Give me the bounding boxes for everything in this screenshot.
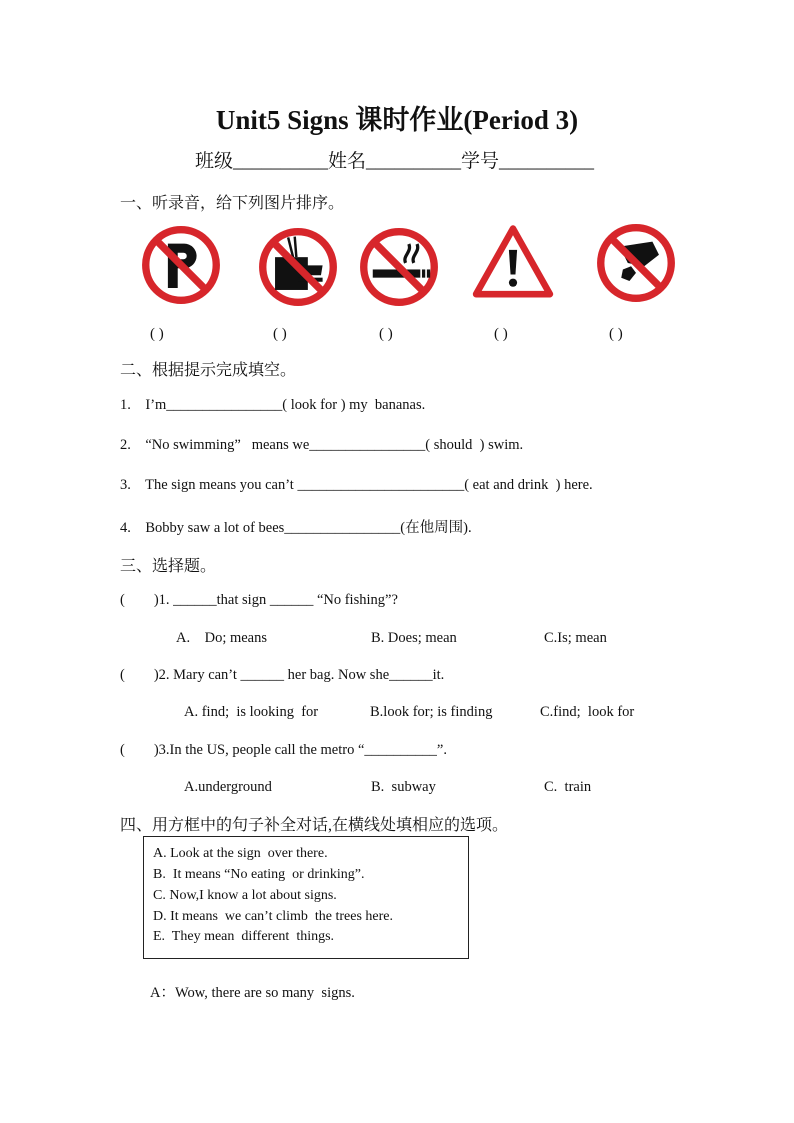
- choice-3-option-a: A.underground: [184, 779, 272, 795]
- warning-icon: [472, 222, 554, 304]
- choice-3-option-c: C. train: [544, 779, 592, 795]
- box-option-a: A. Look at the sign over there.: [153, 846, 328, 861]
- no-littering-icon: [595, 222, 677, 304]
- fill-blank-item-3[interactable]: 3. The sign means you can’t _______________________( eat and drink ) here.: [120, 477, 593, 493]
- fill-blank-item-1[interactable]: 1. I’m________________( look for ) my bananas.: [120, 397, 426, 413]
- answer-paren-5[interactable]: ( ): [609, 326, 623, 342]
- answer-paren-4[interactable]: ( ): [494, 326, 508, 342]
- fill-blank-item-2[interactable]: 2. “No swimming” means we________________( should ) swim.: [120, 437, 524, 453]
- dialogue-line-1: A：Wow, there are so many signs.: [150, 985, 355, 1001]
- box-option-c: C. Now,I know a lot about signs.: [153, 888, 337, 903]
- choice-2-option-b: B.look for; is finding: [370, 704, 493, 720]
- answer-paren-3[interactable]: ( ): [379, 326, 393, 342]
- answer-paren-2[interactable]: ( ): [273, 326, 287, 342]
- box-option-e: E. They mean different things.: [153, 929, 335, 944]
- choice-1-option-b: B. Does; mean: [371, 630, 457, 646]
- choice-question-3[interactable]: ( )3.In the US, people call the metro “__________”.: [120, 742, 447, 758]
- section-3-heading: 三、选择题。: [120, 558, 217, 575]
- no-parking-icon: [140, 224, 222, 306]
- choice-1-option-a: A. Do; means: [176, 630, 268, 646]
- choice-3-option-b: B. subway: [371, 779, 436, 795]
- choice-1-option-c: C.Is; mean: [544, 630, 607, 646]
- no-smoking-icon: [358, 226, 440, 308]
- answer-paren-1[interactable]: ( ): [150, 326, 164, 342]
- section-2-heading: 二、根据提示完成填空。: [120, 362, 297, 379]
- page-title: Unit5 Signs 课时作业(Period 3): [215, 105, 579, 135]
- choice-question-1[interactable]: ( )1. ______that sign ______ “No fishing”?: [120, 592, 398, 608]
- fill-blank-item-4[interactable]: 4. Bobby saw a lot of bees________________(在他周围).: [120, 520, 472, 536]
- section-1-heading: 一、听录音，给下列图片排序。: [120, 195, 345, 212]
- box-option-d: D. It means we can’t climb the trees here.: [153, 909, 393, 924]
- no-eating-icon: [257, 226, 339, 308]
- choice-2-option-a: A. find; is looking for: [184, 704, 319, 720]
- box-option-b: B. It means “No eating or drinking”.: [153, 867, 365, 882]
- student-info-fields[interactable]: 班级__________姓名__________学号__________: [195, 151, 595, 172]
- section-4-heading: 四、用方框中的句子补全对话,在横线处填相应的选项。: [120, 817, 509, 834]
- choice-question-2[interactable]: ( )2. Mary can’t ______ her bag. Now she______it.: [120, 667, 445, 683]
- choice-2-option-c: C.find; look for: [540, 704, 635, 720]
- options-box: [143, 836, 469, 959]
